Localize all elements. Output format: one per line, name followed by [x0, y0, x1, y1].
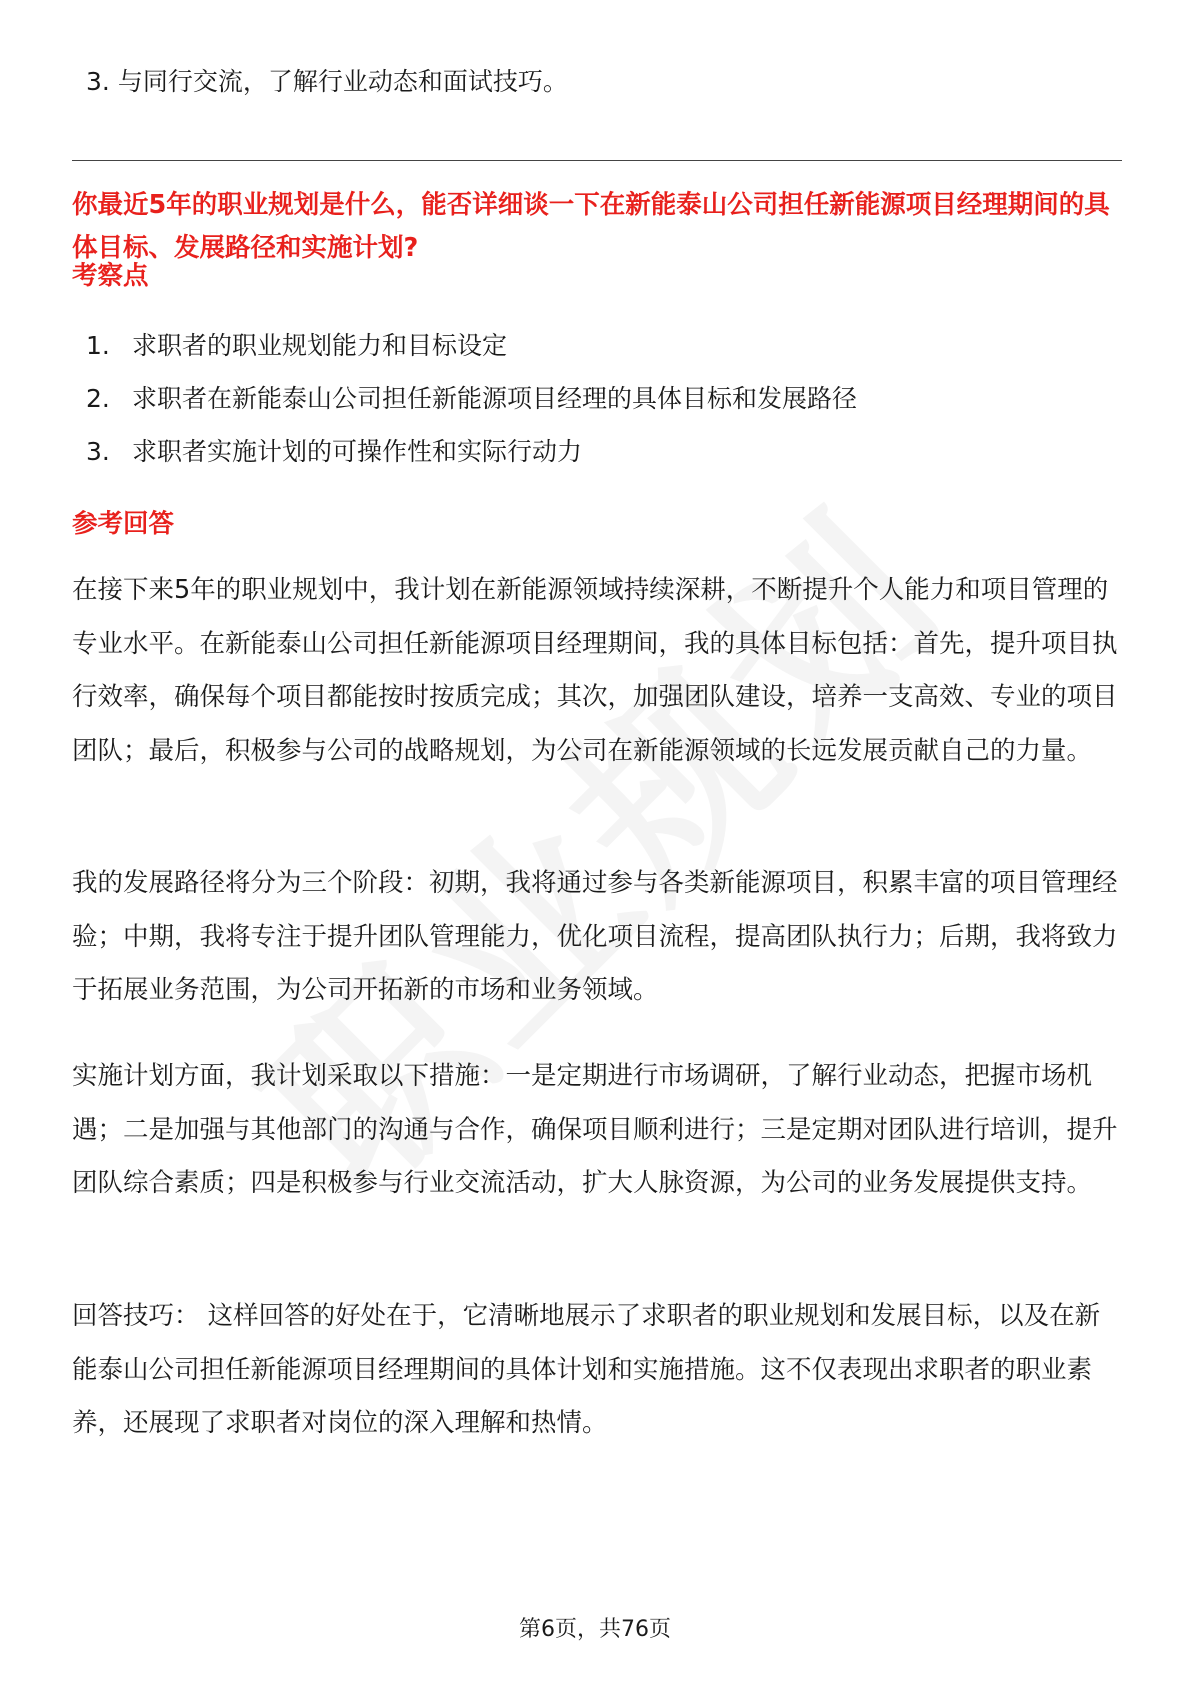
list-number: 2.: [86, 384, 110, 413]
answer-tip-paragraph: 回答技巧： 这样回答的好处在于，它清晰地展示了求职者的职业规划和发展目标，以及在新能泰山公司担任新能源项目经理期间的具体计划和实施措施。这不仅表现出求职者的职业素养，还展现了求职者对岗位的深入理解和热情。: [72, 1301, 1101, 1438]
divider: [72, 160, 1122, 161]
answer-paragraph: 在接下来5年的职业规划中，我计划在新能源领域持续深耕，不断提升个人能力和项目管理的专业水平。在新能泰山公司担任新能源项目经理期间，我的具体目标包括：首先，提升项目执行效率，确保每个项目都能按时按质完成；其次，加强团队建设，培养一支高效、专业的项目团队；最后，积极参与公司的战略规划，为公司在新能源领域的长远发展贡献自己的力量。: [72, 575, 1118, 766]
list-number: 3.: [86, 67, 110, 96]
page-number: 第6页，共76页: [519, 1617, 671, 1642]
section-heading-answer: 参考回答: [72, 509, 175, 539]
list-text: 求职者的职业规划能力和目标设定: [131, 331, 507, 360]
list-number: 3.: [86, 437, 110, 466]
list-number: 1.: [86, 331, 110, 360]
question-title: 你最近5年的职业规划是什么，能否详细谈一下在新能泰山公司担任新能源项目经理期间的具体目标、发展路径和实施计划?: [72, 190, 1110, 263]
section-heading-exam: 考察点: [72, 261, 149, 291]
list-item: [86, 434, 582, 470]
answer-paragraph: 我的发展路径将分为三个阶段：初期，我将通过参与各类新能源项目，积累丰富的项目管理经验；中期，我将专注于提升团队管理能力，优化项目流程，提高团队执行力；后期，我将致力于拓展业务范围，为公司开拓新的市场和业务领域。: [72, 868, 1118, 1005]
answer-paragraph: 实施计划方面，我计划采取以下措施：一是定期进行市场调研，了解行业动态，把握市场机遇；二是加强与其他部门的沟通与合作，确保项目顺利进行；三是定期对团队进行培训，提升团队综合素质；四是积极参与行业交流活动，扩大人脉资源，为公司的业务发展提供支持。: [72, 1061, 1118, 1198]
list-item: [86, 328, 507, 364]
list-text: 与同行交流，了解行业动态和面试技巧。: [117, 67, 568, 96]
list-text: 求职者实施计划的可操作性和实际行动力: [131, 437, 582, 466]
list-item: [86, 64, 568, 100]
list-text: 求职者在新能泰山公司担任新能源项目经理的具体目标和发展路径: [131, 384, 857, 413]
list-item: [86, 381, 857, 417]
